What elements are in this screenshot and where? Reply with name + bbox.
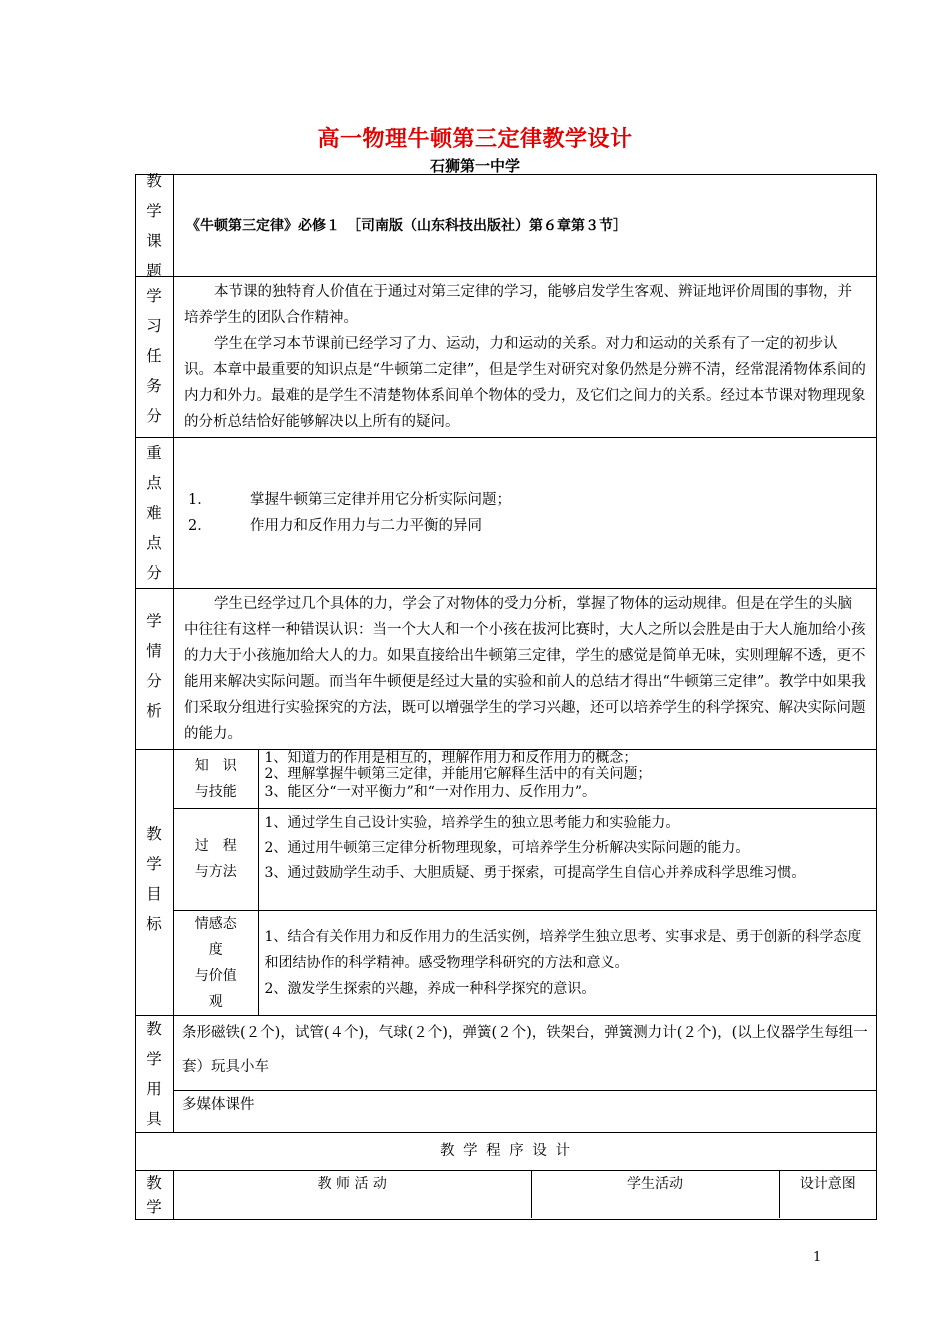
course-topic-text: 《牛顿第三定律》必修１ ［司南版（山东科技出版社）第６章第３节］ — [186, 217, 627, 234]
goal-emotion: 情感态 度 与价值 观 1、结合有关作用力和反作用力的生活实例，培养学生独立思考、实事求是、勇于创新的科学态度和团结协作的科学精神。感受物理学科研究的方法和意义。 2、激发学生探索的兴趣，养成一种科学探究的意识。 — [174, 910, 876, 1015]
label-task: 学 习 任 务 分 — [136, 277, 174, 438]
lesson-plan-table — [135, 171, 877, 1220]
program-header: 教 学 程 序 设 计 — [439, 1143, 573, 1159]
task-paragraph-1: 本节课的独特育人价值在于通过对第三定律的学习，能够启发学生客观、辨证地评价周围的事物，并培养学生的团队合作精神。 — [184, 284, 852, 326]
row-student-analysis — [136, 589, 877, 750]
row-program-columns — [136, 1170, 877, 1219]
row-course-topic — [136, 175, 877, 277]
student-analysis-text: 学生已经学过几个具体的力，学会了对物体的受力分析，掌握了物体的运动规律。但是在学生的头脑中往往有这样一种错误认识：当一个大人和一个小孩在拔河比赛时，大人之所以会胜是由于大人施加给小孩的力大于小孩施加给大人的力。如果直接给出牛顿第三定律，学生的感觉是简单无味，实则理解不透，更不能用来解决实际问题。而当年牛顿便是经过大量的实验和前人的总结才得出“牛顿第三定律”。教学中如果我们采取分组进行实验探究的方法，既可以增强学生的学习兴趣，还可以培养学生的科学探究、解决实际问题的能力。 — [184, 596, 866, 742]
row-task-analysis — [136, 277, 877, 438]
tools-equipment: 条形磁铁(２个)，试管(４个)，气球(２个)，弹簧(２个)，铁架台，弹簧测力计(２个)，(以上仪器学生每组一套）玩具小车 — [174, 1016, 876, 1091]
document-title: 高一物理牛顿第三定律教学设计 — [317, 127, 633, 152]
col-student-activity: 学生活动 — [531, 1171, 779, 1218]
program-columns-table — [174, 1171, 876, 1218]
key-point-1: 1． 掌握牛顿第三定律并用它分析实际问题； — [188, 492, 511, 508]
label-program: 教 学 — [136, 1170, 174, 1219]
row-teaching-goals — [136, 750, 877, 1016]
page-number: 1 — [813, 1250, 822, 1265]
label-tools: 教 学 用 具 — [136, 1015, 174, 1132]
goal-knowledge: 知 识 与技能 1、知道力的作用是相互的，理解作用力和反作用力的概念； 2、理解掌握牛顿第三定律，并能用它解释生活中的有关问题； 3、能区分“一对平衡力”和“一对作用力、反作用力”。 — [174, 750, 876, 808]
label-goals: 教 学 目 标 — [136, 750, 174, 1016]
row-teaching-tools — [136, 1015, 877, 1132]
row-key-points — [136, 438, 877, 589]
label-course: 教 学 课 题 — [136, 175, 174, 277]
task-paragraph-2: 学生在学习本节课前已经学习了力、运动，力和运动的关系。对力和运动的关系有了一定的初步认识。本章中最重要的知识点是“牛顿第二定律”，但是学生对研究对象仍然是分辨不清，经常混淆物体系间的内力和外力。最难的是学生不清楚物体系间单个物体的受力，及它们之间力的关系。经过本节课对物理现象的分析总结恰好能够解决以上所有的疑问。 — [184, 336, 866, 430]
key-point-2: 2． 作用力和反作用力与二力平衡的异同 — [188, 518, 482, 534]
label-key: 重 点 难 点 分 — [136, 438, 174, 589]
school-name: 石狮第一中学 — [429, 157, 520, 175]
goal-process: 过 程 与方法 1、通过学生自己设计实验，培养学生的独立思考能力和实验能力。 2、通过用牛顿第三定律分析物理现象，可培养学生分析解决实际问题的能力。 3、通过鼓励学生动手、大胆质疑、勇于探索，可提高学生自信心并养成科学思维习惯。 — [174, 808, 876, 910]
col-teacher-activity: 教 师 活 动 — [174, 1171, 531, 1218]
goals-subtable — [174, 750, 876, 1015]
tools-multimedia: 多媒体课件 — [182, 1096, 255, 1113]
label-student: 学 情 分 析 — [136, 589, 174, 750]
row-program-header — [136, 1132, 877, 1170]
col-design-intent: 设计意图 — [799, 1175, 856, 1192]
